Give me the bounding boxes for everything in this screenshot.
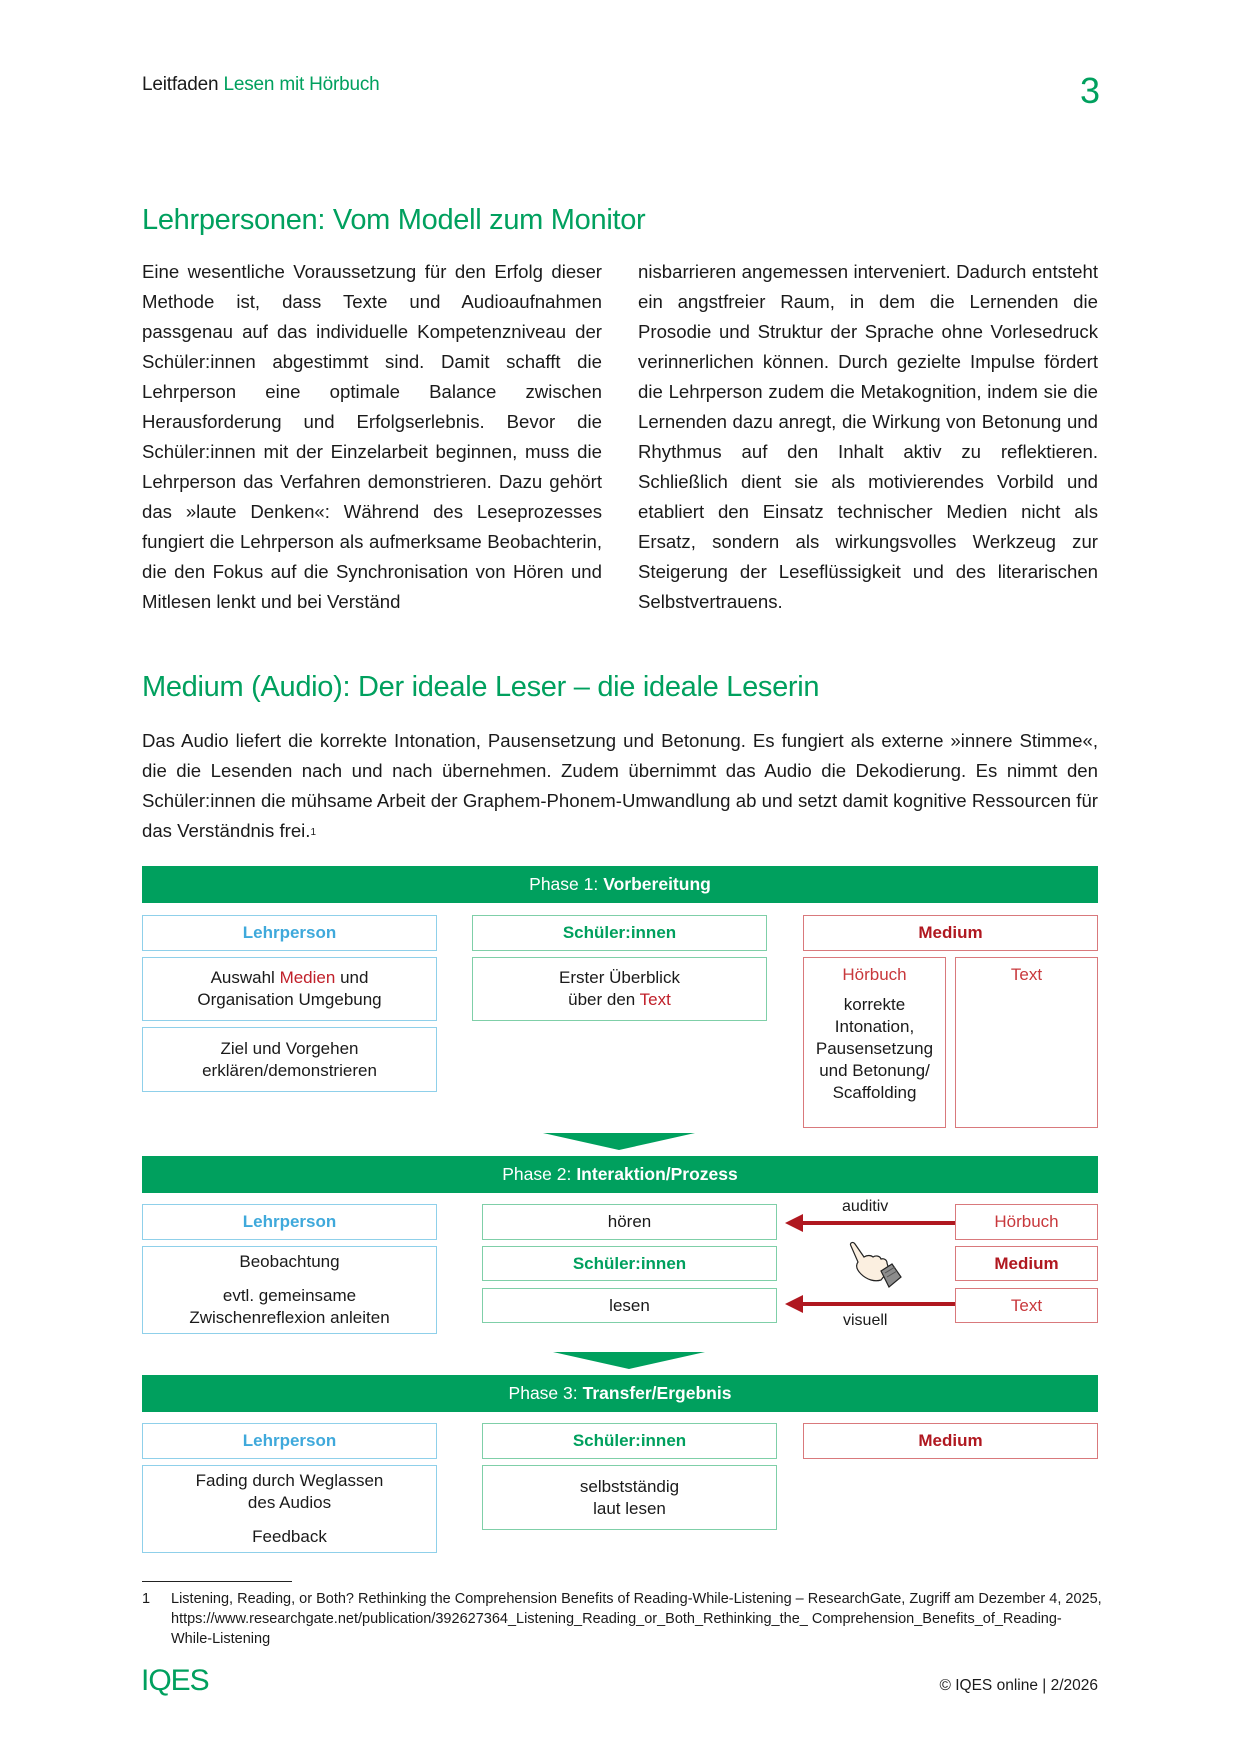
phase3-lehrperson-line2: des Audios [247,1493,332,1512]
phase2-text-box [955,1288,1098,1323]
phase2-lesen-box [482,1288,777,1323]
phase3-medium-header [803,1423,1098,1459]
auditiv-label: auditiv [842,1198,889,1215]
visuell-arrow-icon [801,1302,955,1306]
text-medien-highlight: Medien [279,968,336,987]
phase3-lehrperson-line3: Feedback [252,1527,327,1546]
footnote-text[interactable]: Listening, Reading, or Both? Rethinking the Comprehension Benefits of Reading-While-Listening – ResearchGate, Zugriff am Dezember 4, 2025, https://www.researchgate.net/publication/392627364_Listening_Reading_or_Both_Rethinking_the_ Comprehension_Benefits_of_Reading-While-Listening [171,1591,1102,1647]
text-ueber-den: über den [568,990,636,1009]
phase2-lesen-label: lesen [609,1295,650,1315]
phase1-lehrperson-item-auswahl-line1 [211,967,369,989]
phase3-schueler-item [482,1465,777,1530]
phase2-lehrperson-header-label: Lehrperson [242,1212,337,1231]
phase2-text-label: Text [1010,1295,1043,1315]
phase2-bar [142,1156,1098,1193]
phase3-name: Transfer/Ergebnis [582,1383,732,1403]
phase3-medium-header-label: Medium [918,1431,983,1450]
footnote-number: 1 [142,1591,151,1607]
phase3-label: Phase 3: [508,1383,578,1403]
medium-paragraph [142,726,1098,846]
phase2-medium-header-label: Medium [994,1253,1059,1273]
phase1-bar [142,866,1098,903]
phase1-medium-header [803,915,1098,951]
phase1-lehrperson-header-label: Lehrperson [242,923,337,942]
running-header [142,74,380,96]
visuell-label: visuell [843,1312,888,1329]
phase3-lehrperson-header [142,1423,437,1459]
phase1-name: Vorbereitung [603,874,711,894]
text-und: und [340,968,369,987]
phase1-lehrperson-item-auswahl [142,957,437,1021]
phase1-schueler-item-line1: Erster Überblick [559,968,680,987]
phase2-name: Interaktion/Prozess [576,1164,738,1184]
phase2-hoeren-label: hören [607,1212,652,1231]
footnote [142,1589,1102,1649]
down-arrow-icon [543,1133,695,1150]
footnote-reference[interactable]: 1 [310,827,317,838]
phase1-label: Phase 1: [529,874,599,894]
phase3-lehrperson-item [142,1465,437,1553]
iqes-logo: IQES [141,1664,209,1697]
body-column-right [638,257,1098,617]
text-auswahl: Auswahl [210,968,275,987]
phase1-lehrperson-item-auswahl-line2: Organisation Umgebung [197,990,382,1009]
body-text-left: Eine wesentliche Voraussetzung für den Erfolg dieser Methode ist, dass Texte und Audioaufnahmen passgenau auf das individuelle Kompetenzniveau der Schüler:innen abgestimmt sind. Damit schafft die Lehrperson eine optimale Balance zwischen Herausforderung und Erfolgserlebnis. Bevor die Schüler:innen mit der Einzelarbeit beginnen, muss die Lehrperson das Verfahren demonstrieren. Dazu gehört das »laute Denken«: Während des Leseprozesses fungiert die Lehrperson als aufmerksame Beobachterin, die den Fokus auf die Synchronisation von Hören und Mitlesen lenkt und bei Verständ [142,261,602,612]
text-text-highlight: Text [639,990,671,1009]
phase1-schueler-item-line2 [568,989,671,1011]
phase1-schueler-item [472,957,767,1021]
phase2-schueler-header [482,1246,777,1281]
footnote-divider [142,1581,292,1582]
phase2-hoerbuch-box [955,1204,1098,1240]
phase2-lehrperson-line2: evtl. gemeinsame [222,1286,357,1305]
phase1-medium-header-label: Medium [918,923,983,942]
hoerbuch-line: Intonation, [834,1017,915,1036]
phase1-schueler-header [472,915,767,951]
phase1-hoerbuch-title: Hörbuch [842,965,907,984]
hoerbuch-line: Scaffolding [832,1083,917,1102]
phase3-schueler-header [482,1423,777,1459]
section-heading-lehrpersonen: Lehrpersonen: Vom Modell zum Monitor [142,204,646,236]
auditiv-arrow-icon [801,1221,955,1225]
phase2-lehrperson-header [142,1204,437,1240]
phase1-schueler-header-label: Schüler:innen [562,923,677,942]
phase2-schueler-header-label: Schüler:innen [572,1253,687,1273]
phase3-schueler-line1: selbstständig [579,1476,680,1496]
series-title: Lesen mit Hörbuch [223,74,380,95]
phase2-medium-header [955,1246,1098,1281]
copyright: © IQES online | 2/2026 [939,1677,1098,1694]
phase2-hoeren-box [482,1204,777,1240]
phase1-lehrperson-header [142,915,437,951]
hoerbuch-line: Pausensetzung [815,1039,934,1058]
phase1-lehrperson-item-ziel-line1: Ziel und Vorgehen [220,1038,359,1058]
series-prefix: Leitfaden [142,74,219,95]
medium-paragraph-text: Das Audio liefert die korrekte Intonation, Pausensetzung und Betonung. Es fungiert als externe »innere Stimme«, die die Lesenden nach und nach übernehmen. Zudem übernimmt das Audio die Dekodierung. Es nimmt den Schüler:innen die mühsame Arbeit der Graphem-Phonem-Umwandlung ab und setzt damit kognitive Ressourcen für das Verständnis frei. [142,730,1098,841]
phase2-lehrperson-line3: Zwischenreflexion anleiten [189,1308,390,1327]
phase1-medium-hoerbuch [803,957,946,1128]
pointing-hand-icon [845,1240,903,1290]
phase3-lehrperson-line1: Fading durch Weglassen [195,1471,384,1490]
hoerbuch-line: und Betonung/ [819,1061,930,1080]
phase3-schueler-header-label: Schüler:innen [572,1431,687,1450]
body-text-right: nisbarrieren angemessen interveniert. Dadurch entsteht ein angstfreier Raum, in dem die Lernenden die Prosodie und Struktur der Sprache ohne Vorlesedruck verinnerlichen können. Durch gezielte Impulse fördert die Lehrperson zudem die Metakognition, indem sie die Lernenden dazu anregt, die Wirkung von Betonung und Rhythmus auf den Inhalt aktiv zu reflektieren. Schließlich dient sie als motivierendes Vorbild und etabliert den Einsatz technischer Medien nicht als Ersatz, sondern als wirkungsvolles Werkzeug zur Steigerung der Leseflüssigkeit und des literarischen Selbstvertrauens. [638,261,1098,612]
section-heading-medium: Medium (Audio): Der ideale Leser – die ideale Leserin [142,671,820,703]
down-arrow-icon [553,1352,705,1369]
phase1-text-title: Text [1010,965,1043,984]
hoerbuch-line: korrekte [843,995,906,1014]
page-number: 3 [1079,70,1100,111]
phase1-lehrperson-item-ziel-line2: erklären/demonstrieren [202,1060,377,1080]
phase2-label: Phase 2: [502,1164,572,1184]
phase2-lehrperson-line1: Beobachtung [239,1252,340,1271]
phase2-hoerbuch-label: Hörbuch [994,1212,1059,1231]
phase3-lehrperson-header-label: Lehrperson [242,1431,337,1450]
phase2-lehrperson-item [142,1246,437,1334]
phase1-medium-text [955,957,1098,1128]
phase3-schueler-line2: laut lesen [593,1498,666,1518]
body-column-left [142,257,602,617]
phase3-bar [142,1375,1098,1412]
phase1-lehrperson-item-ziel [142,1027,437,1092]
